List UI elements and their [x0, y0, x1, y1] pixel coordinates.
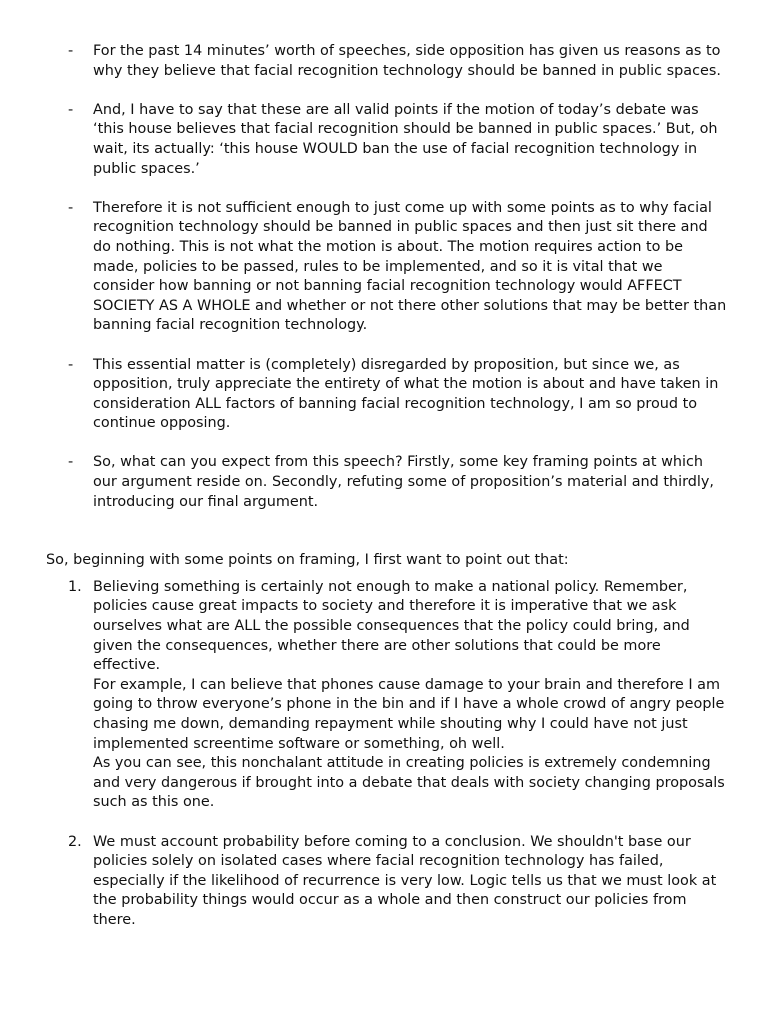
- list-item-text: And, I have to say that these are all valid points if the motion of today’s debate was ‘this house believes that facial recognition should be banned in public spaces.’ But, oh wait, its actually: ‘this house WOULD ban the use of facial recognition technology in public spaces.’: [93, 101, 718, 177]
- dash-bullet: -: [68, 454, 74, 471]
- framing-intro: So, beginning with some points on framing, I first want to point out that:: [46, 552, 569, 569]
- list-item-paragraph: Believing something is certainly not enough to make a national policy. Remember, policies cause great impacts to society and therefore it is imperative that we ask ourselves what are ALL the possible consequences that the policy could bring, and given the consequences, whether there are other solutions that could be more effective.: [93, 578, 690, 674]
- list-item: [46, 101, 728, 179]
- list-item-text: This essential matter is (completely) disregarded by proposition, but since we, as opposition, truly appreciate the entirety of what the motion is about and have taken in consideration ALL factors of banning facial recognition technology, I am so proud to continue opposing.: [93, 356, 719, 432]
- list-item-text: Therefore it is not sufficient enough to just come up with some points as to why facial recognition technology should be banned in public spaces and then just sit there and do nothing. This is not what the motion is about. The motion requires action to be made, policies to be passed, rules to be implemented, and so it is vital that we consider how banning or not banning facial recognition technology would AFFECT SOCIETY AS A WHOLE and whether or not there other solutions that may be better than banning facial recognition technology.: [93, 199, 727, 334]
- framing-points-list: [46, 578, 728, 931]
- list-number: 2.: [68, 833, 82, 850]
- list-item-paragraph: We must account probability before coming to a conclusion. We shouldn't base our policies solely on isolated cases where facial recognition technology has failed, especially if the likelihood of recurrence is very low. Logic tells us that we must look at the probability things would occur as a whole and then construct our policies from there.: [93, 833, 717, 928]
- list-number: 1.: [68, 578, 82, 595]
- list-item: [46, 42, 728, 81]
- list-item: [46, 833, 728, 931]
- list-item-text: So, what can you expect from this speech? Firstly, some key framing points at which our argument reside on. Secondly, refuting some of proposition’s material and thirdly, introducing our final argument.: [93, 454, 714, 510]
- list-item: [46, 356, 728, 434]
- list-item-paragraph: As you can see, this nonchalant attitude in creating policies is extremely condemning and very dangerous if brought into a debate that deals with society changing proposals such as this one.: [93, 755, 725, 811]
- list-item: [46, 578, 728, 813]
- dash-bullet: -: [68, 199, 74, 216]
- opening-points-list: [46, 42, 728, 512]
- dash-bullet: -: [68, 43, 74, 59]
- list-item: [46, 453, 728, 512]
- list-item-paragraph: For example, I can believe that phones cause damage to your brain and therefore I am going to throw everyone’s phone in the bin and if I have a whole crowd of angry people chasing me down, demanding repayment while shouting why I could have not just implemented screentime software or something, oh well.: [93, 676, 725, 752]
- list-item-text: For the past 14 minutes’ worth of speeches, side opposition has given us reasons as to why they believe that facial recognition technology should be banned in public spaces.: [93, 43, 721, 79]
- list-item: [46, 199, 728, 336]
- dash-bullet: -: [68, 101, 74, 118]
- dash-bullet: -: [68, 356, 74, 373]
